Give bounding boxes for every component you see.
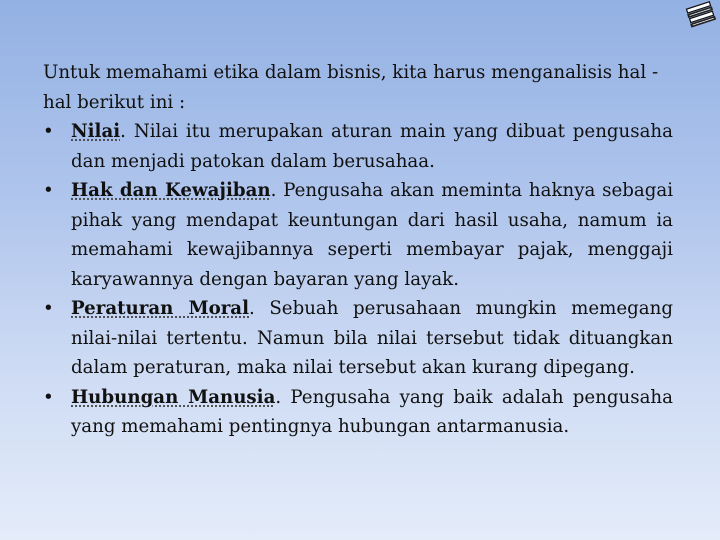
bullet-term: Nilai: [71, 121, 121, 142]
bullet-text: . Pengusaha akan meminta haknya sebagai pihak yang mendapat keuntungan dari hasil usaha, namum ia memahami kewajibannya seperti membayar pajak, menggaji karyawannya dengan bayaran yang layak.: [71, 180, 674, 290]
bullet-item-peraturan-moral: [43, 294, 673, 383]
bullet-text: . Nilai itu merupakan aturan main yang dibuat pengusaha dan menjadi patokan dalam berusahaa.: [71, 121, 673, 172]
bullet-item-hubungan-manusia: [43, 383, 673, 442]
bullet-item-hak-dan-kewajiban: [43, 176, 673, 294]
bullet-list: [43, 117, 673, 442]
slide-body: [43, 58, 673, 442]
bullet-term: Peraturan Moral: [71, 298, 249, 319]
bullet-item-nilai: [43, 117, 673, 176]
intro-text: Untuk memahami etika dalam bisnis, kita harus menganalisis hal -hal berikut ini :: [43, 62, 659, 113]
bullet-term: Hak dan Kewajiban: [71, 180, 271, 201]
books-stack-icon: [682, 0, 720, 30]
bullet-text: . Pengusaha yang baik adalah pengusaha yang memahami pentingnya hubungan antarmanusia.: [71, 386, 673, 437]
bullet-text: . Sebuah perusahaan mungkin memegang nilai-nilai tertentu. Namun bila nilai tersebut tidak dituangkan dalam peraturan, maka nilai tersebut akan kurang dipegang.: [71, 298, 673, 378]
bullet-term: Hubungan Manusia: [71, 386, 276, 408]
